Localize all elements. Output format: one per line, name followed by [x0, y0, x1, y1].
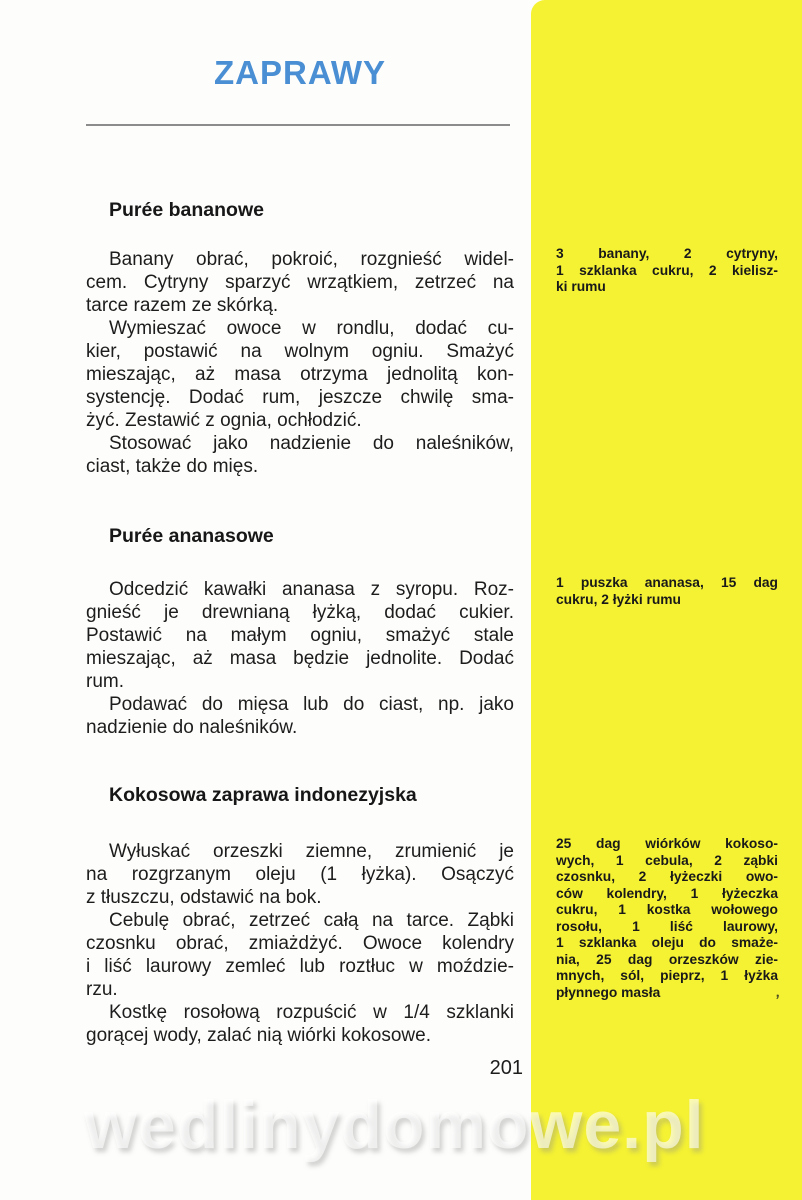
text-line: rzu.: [86, 979, 118, 1000]
ingredients-note-puree-bananowe: [556, 246, 778, 296]
stray-print-mark: ’: [773, 991, 781, 1010]
text-line: 1 szklanka cukru, 2 kielisz-: [556, 262, 778, 278]
recipe-body-puree-ananasowe: [86, 578, 514, 739]
paragraph: [86, 840, 514, 909]
recipe-heading-puree-ananasowe: Purée ananasowe: [109, 525, 274, 547]
text-line: Banany obrać, pokroić, rozgnieść widel-: [109, 249, 514, 270]
text-line: z tłuszczu, odstawić na bok.: [86, 887, 322, 908]
text-line: na rozgrzanym oleju (1 łyżka). Osączyć: [86, 864, 514, 885]
text-line: tarce razem ze skórką.: [86, 295, 279, 316]
text-line: Podawać do mięsa lub do ciast, np. jako: [109, 694, 514, 715]
text-line: systencję. Dodać rum, jeszcze chwilę sma-: [86, 387, 514, 408]
ingredients-note-puree-ananasowe: [556, 575, 778, 608]
title-divider-rule: [86, 124, 510, 126]
text-line: Cebulę obrać, zetrzeć całą na tarce. Ząbki: [109, 910, 514, 931]
text-line: 1 puszka ananasa, 15 dag: [556, 575, 778, 590]
text-line: nadzienie do naleśników.: [86, 717, 298, 738]
paragraph: [86, 248, 514, 317]
text-line: 25 dag wiórków kokoso-: [556, 836, 778, 851]
text-line: cukru, 2 łyżki rumu: [556, 591, 681, 607]
text-line: Odcedzić kawałki ananasa z syropu. Roz-: [109, 579, 514, 600]
text-line: Kostkę rosołową rozpuścić w 1/4 szklanki: [109, 1002, 514, 1023]
paragraph: [86, 317, 514, 432]
text-line: mnych, sól, pieprz, 1 łyżka: [556, 968, 778, 983]
text-line: gorącej wody, zalać nią wiórki kokosowe.: [86, 1025, 431, 1046]
text-line: mieszając, aż masa otrzyma jednolitą kon-: [86, 364, 514, 385]
text-line: i liść laurowy zemleć lub roztłuc w moździe-: [86, 956, 514, 977]
watermark-text: wedlinydomowe.pl: [84, 1087, 705, 1163]
text-line: kier, postawić na wolnym ogniu. Smażyć: [86, 341, 514, 362]
text-line: gnieść je drewnianą łyżką, dodać cukier.: [86, 602, 514, 623]
text-line: rosołu, 1 liść laurowy,: [556, 918, 778, 934]
text-line: rum.: [86, 671, 124, 692]
text-line: Wyłuskać orzeszki ziemne, zrumienić je: [109, 841, 514, 862]
text-line: czosnku obrać, zmiażdżyć. Owoce kolendry: [86, 933, 514, 954]
paragraph: [86, 432, 514, 478]
text-line: Postawić na małym ogniu, smażyć stale: [86, 625, 514, 646]
text-line: ciast, także do mięs.: [86, 456, 259, 477]
text-line: 1 szklanka oleju do smaże-: [556, 935, 778, 950]
recipe-heading-kokosowa-zaprawa: Kokosowa zaprawa indonezyjska: [109, 784, 417, 806]
recipe-body-puree-bananowe: [86, 248, 514, 478]
ingredients-note-kokosowa-zaprawa: [556, 836, 778, 1001]
text-line: płynnego masła: [556, 984, 661, 1000]
text-line: Wymieszać owoce w rondlu, dodać cu-: [109, 318, 514, 339]
text-line: nia, 25 dag orzeszków zie-: [556, 951, 778, 967]
text-line: czosnku, 2 łyżeczki owo-: [556, 869, 778, 884]
text-line: 3 banany, 2 cytryny,: [556, 246, 778, 261]
page-number: 201: [489, 1057, 523, 1079]
paragraph: [86, 578, 514, 693]
text-line: ki rumu: [556, 279, 606, 294]
text-line: ców kolendry, 1 łyżeczka: [556, 885, 778, 901]
text-line: mieszając, aż masa będzie jednolite. Dodać: [86, 648, 514, 669]
paragraph: [86, 693, 514, 739]
paragraph: [86, 1001, 514, 1047]
text-line: żyć. Zestawić z ognia, ochłodzić.: [86, 410, 362, 431]
text-line: cem. Cytryny sparzyć wrzątkiem, zetrzeć na: [86, 272, 514, 293]
text-line: wych, 1 cebula, 2 ząbki: [556, 852, 778, 868]
chapter-title: ZAPRAWY: [214, 54, 386, 91]
text-line: cukru, 1 kostka wołowego: [556, 902, 778, 917]
text-line: Stosować jako nadzienie do naleśników,: [109, 433, 514, 454]
recipe-body-kokosowa-zaprawa: [86, 840, 514, 1047]
paragraph: [86, 909, 514, 1001]
recipe-heading-puree-bananowe: Purée bananowe: [109, 199, 264, 221]
